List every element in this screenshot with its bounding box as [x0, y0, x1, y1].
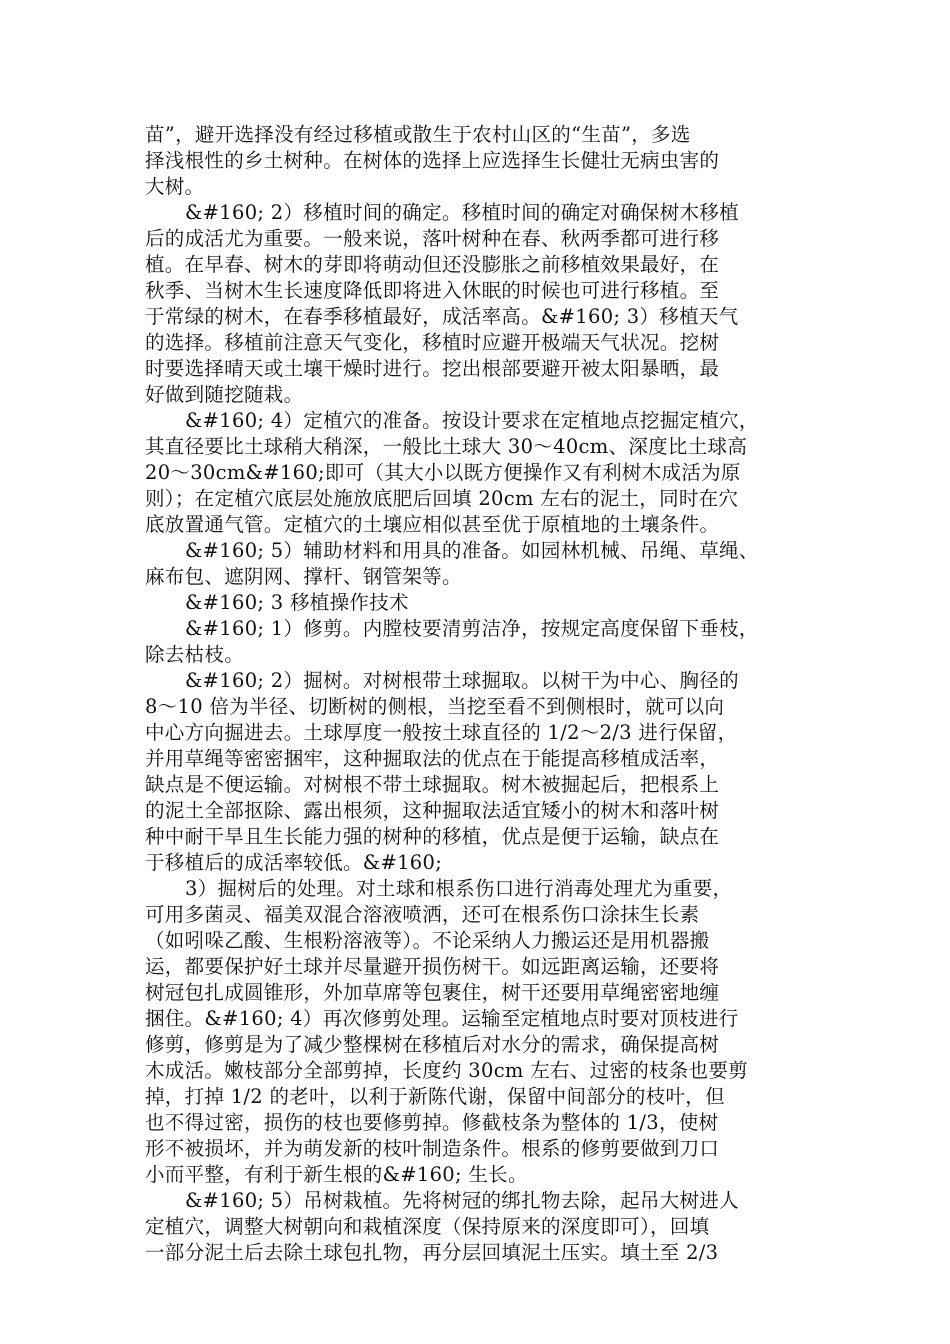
text-line: 苗”，避开选择没有经过移植或散生于农村山区的“生苗”，多选 — [145, 123, 691, 146]
text-line: 后的成活尤为重要。一般来说，落叶树种在春、秋两季都可进行移 — [145, 227, 720, 250]
text-line: 底放置通气管。定植穴的土壤应相似甚至优于原植地的土壤条件。 — [145, 513, 720, 536]
text-line: 也不得过密，损伤的枝也要修剪掉。修截枝条为整体的 1/3，使树 — [145, 1111, 719, 1134]
text-line: 运，都要保护好土球并尽量避开损伤树干。如远距离运输，还要将 — [145, 955, 720, 978]
text-line: （如吲哚乙酸、生根粉溶液等）。不论采纳人力搬运还是用机器搬 — [145, 929, 710, 952]
text-line: 秋季、当树木生长速度降低即将进入休眠的时候也可进行移植。至 — [145, 279, 720, 302]
text-line: 木成活。嫩枝部分全部剪掉，长度约 30cm 左右、过密的枝条也要剪 — [145, 1059, 749, 1082]
text-line: 麻布包、遮阴网、撑杆、钢管架等。 — [145, 565, 462, 588]
text-line: 大树。 — [145, 175, 205, 198]
text-line: &#160; 5）辅助材料和用具的准备。如园林机械、吊绳、草绳、 — [185, 539, 759, 562]
text-line: 择浅根性的乡土树种。在树体的选择上应选择生长健壮无病虫害的 — [145, 149, 720, 172]
text-line: 形不被损坏，并为萌发新的枝叶制造条件。根系的修剪要做到刀口 — [145, 1137, 720, 1160]
text-line: 的选择。移植前注意天气变化，移植时应避开极端天气状况。挖树 — [145, 331, 720, 354]
text-line: 修剪，修剪是为了减少整棵树在移植后对水分的需求，确保提高树 — [145, 1033, 720, 1056]
text-line: 好做到随挖随栽。 — [145, 383, 304, 406]
text-line: 于常绿的树木，在春季移植最好，成活率高。&#160; 3）移植天气 — [145, 305, 739, 328]
text-line: 3）掘树后的处理。对土球和根系伤口进行消毒处理尤为重要， — [185, 877, 733, 900]
text-line: &#160; 3 移植操作技术 — [185, 591, 409, 614]
text-line: 树冠包扎成圆锥形，外加草席等包裹住，树干还要用草绳密密地缠 — [145, 981, 720, 1004]
text-line: &#160; 2）移植时间的确定。移植时间的确定对确保树木移植 — [185, 201, 739, 224]
text-line: 除去枯枝。 — [145, 643, 245, 666]
text-line: &#160; 5）吊树栽植。先将树冠的绑扎物去除，起吊大树进人 — [185, 1189, 739, 1212]
text-line: 掉，打掉 1/2 的老叶，以利于新陈代谢，保留中间部分的枝叶，但 — [145, 1085, 725, 1108]
text-line: 植。在早春、树木的芽即将萌动但还没膨胀之前移植效果最好，在 — [145, 253, 720, 276]
text-line: 于移植后的成活率较低。&#160; — [145, 851, 443, 874]
text-line: 8～10 倍为半径、切断树的侧根，当挖至看不到侧根时，就可以向 — [145, 695, 725, 718]
text-line: 定植穴，调整大树朝向和栽植深度（保持原来的深度即可），回填 — [145, 1215, 710, 1238]
text-line: 可用多菌灵、福美双混合溶液喷洒，还可在根系伤口涂抹生长素 — [145, 903, 700, 926]
text-line: 的泥土全部抠除、露出根须，这种掘取法适宜矮小的树木和落叶树 — [145, 799, 720, 822]
text-line: &#160; 2）掘树。对树根带土球掘取。以树干为中心、胸径的 — [185, 669, 739, 692]
text-line: 小而平整，有利于新生根的&#160; 生长。 — [145, 1163, 528, 1186]
text-line: 时要选择晴天或土壤干燥时进行。挖出根部要避开被太阳暴晒，最 — [145, 357, 720, 380]
text-line: 缺点是不便运输。对树根不带土球掘取。树木被掘起后，把根系上 — [145, 773, 720, 796]
body-text — [145, 122, 805, 1266]
text-line: 捆住。&#160; 4）再次修剪处理。运输至定植地点时要对顶枝进行 — [145, 1007, 739, 1030]
text-line: &#160; 4）定植穴的准备。按设计要求在定植地点挖掘定植穴， — [185, 409, 759, 432]
text-line: 一部分泥土后去除土球包扎物，再分层回填泥土压实。填土至 2/3 — [145, 1241, 719, 1264]
text-line: 并用草绳等密密捆牢，这种掘取法的优点在于能提高移植成活率， — [145, 747, 720, 770]
text-line: 种中耐干旱且生长能力强的树种的移植，优点是便于运输，缺点在 — [145, 825, 720, 848]
text-line: 20～30cm&#160;即可（其大小以既方便操作又有利树木成活为原 — [145, 461, 741, 484]
text-line: 则）；在定植穴底层处施放底肥后回填 20cm 左右的泥土，同时在穴 — [145, 487, 739, 510]
text-line: 中心方向掘进去。土球厚度一般按土球直径的 1/2～2/3 进行保留， — [145, 721, 738, 744]
text-line: &#160; 1）修剪。内膛枝要清剪洁净，按规定高度保留下垂枝， — [185, 617, 759, 640]
text-line: 其直径要比土球稍大稍深，一般比土球大 30～40cm、深度比土球高 — [145, 435, 748, 458]
